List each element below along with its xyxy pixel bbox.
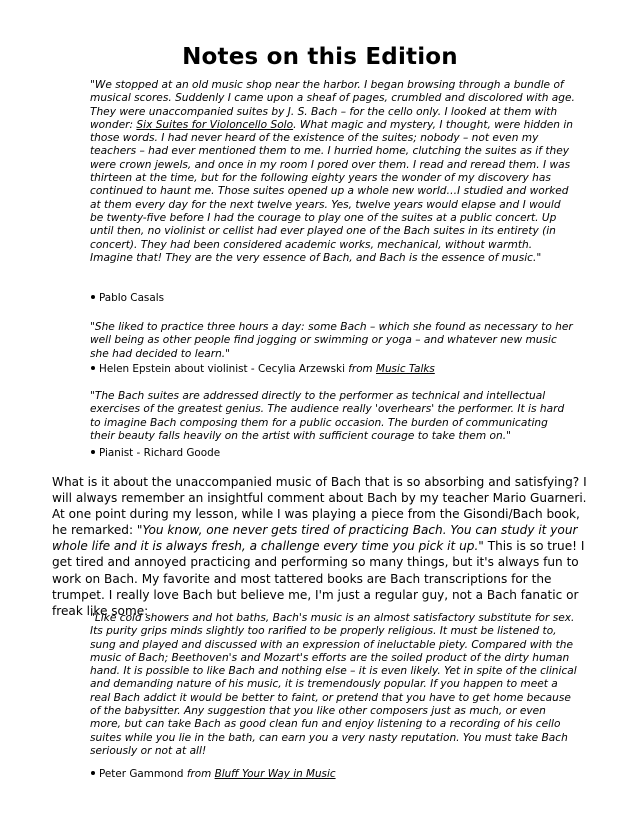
epstein-quote: "She liked to practice three hours a day: some Bach – which she found as necessary to her well being as other people find jogging or swimming or yoga – and whatever new music she had decided to learn.": [90, 321, 573, 360]
quote-text: "We stopped at an old music shop near the harbor. I began browsing through a bundle of musical scores. Suddenly I came upon a sheaf of pages, crumbled and discolored with age. They were unaccompanied suites by J. S. Bach – for the cello only. I looked at them with wonder:: [90, 79, 575, 131]
attribution-goode: [90, 447, 220, 460]
attribution-epstein: [90, 363, 435, 376]
attribution-name: Peter Gammond: [99, 768, 184, 780]
quote-text: . What magic and mystery, I thought, were hidden in those words. I had never heard of the existence of the suites; nobody – not even my teachers – had ever mentioned them to me. I hurried home, clutching the suites as if they were crown jewels, and once in my room I pored over them. I read and reread them. I was thirteen at the time, but for the following eighty years the wonder of my discovery has continued to haunt me. Those suites opened up a whole new world…I studied and worked at them every day for the next twelve years. Yes, twelve years would elapse and I would be twenty-five before I had the courage to play one of the suites at a public concert. Up until then, no violinist or cellist had ever played one of the Bach suites in its entirety (in concert). They had been considered academic works, mechanical, without warmth. Imagine that! They are the very essence of Bach, and Bach is the essence of music.": [90, 118, 574, 264]
attribution-gammond: [90, 768, 336, 781]
bullet-icon: [91, 450, 95, 454]
attribution-from: from: [348, 363, 373, 375]
work-title: Music Talks: [376, 363, 435, 375]
casals-quote: [90, 79, 575, 265]
attribution-casals: [90, 292, 164, 305]
attribution-name: Pablo Casals: [99, 292, 165, 304]
body-text: What is it about the unaccompanied music of Bach that is so absorbing and satisfying? I will always remember an insightful comment about Bach by my teacher Mario Guarneri. At one point during my lesson, while I was playing a piece from the Gisondi/Bach book, he remarked:: [52, 475, 587, 538]
page-title: Notes on this Edition: [182, 44, 458, 70]
body-paragraph: [52, 474, 592, 619]
gammond-quote: "Like cold showers and hot baths, Bach's music is an almost satisfactory substitute for sex. Its purity grips minds slightly too rarified to be properly religious. It must be listened to, sung and played and discussed with an expression of ineluctable piety. Compared with the music of Bach; Beethoven's and Mozart's efforts are the soiled product of the dirty human hand. It is possible to like Bach and nothing else – it is even likely. Yet in spite of the clinical and demanding nature of his music, it is tremendously popular. If you happen to meet a real Bach addict it would be better to faint, or pretend that you have to get home because of the babysitter. Any suggestion that you like other composers just as much, or even more, but can take Bach as good clean fun and enjoy listening to a recording of his cello suites while you lie in the bath, can earn you a very nasty reputation. You must take Bach seriously or not at all!: [90, 612, 577, 757]
attribution-name: Helen Epstein about violinist - Cecylia Arzewski: [99, 363, 345, 375]
goode-quote: "The Bach suites are addressed directly to the performer as technical and intellectual exercises of the greatest genius. The audience really 'overhears' the performer. It is hard to imagine Bach composing them for a public occasion. The burden of communicating their beauty falls heavily on the artist with sufficient courage to take them on.": [90, 390, 565, 442]
body-text: This is so true! I get tired and annoyed practicing and performing so many things, but it's always fun to work on Bach. My favorite and most tattered books are Bach transcriptions for the trumpet. I really love Bach but believe me, I'm just a regular guy, not a Bach fanatic or freak like some:: [52, 539, 585, 618]
bullet-icon: [91, 295, 95, 299]
work-title: Six Suites for Violoncello Solo: [136, 118, 294, 131]
attribution-from: from: [186, 768, 212, 780]
bullet-icon: [91, 771, 95, 775]
attribution-name: Pianist - Richard Goode: [99, 447, 221, 459]
guarneri-quote: "You know, one never gets tired of practicing Bach. You can study it your whole life and it is always fresh, a challenge every time you pick it up.": [52, 523, 578, 554]
bullet-icon: [91, 366, 95, 370]
work-title: Bluff Your Way in Music: [214, 768, 336, 780]
